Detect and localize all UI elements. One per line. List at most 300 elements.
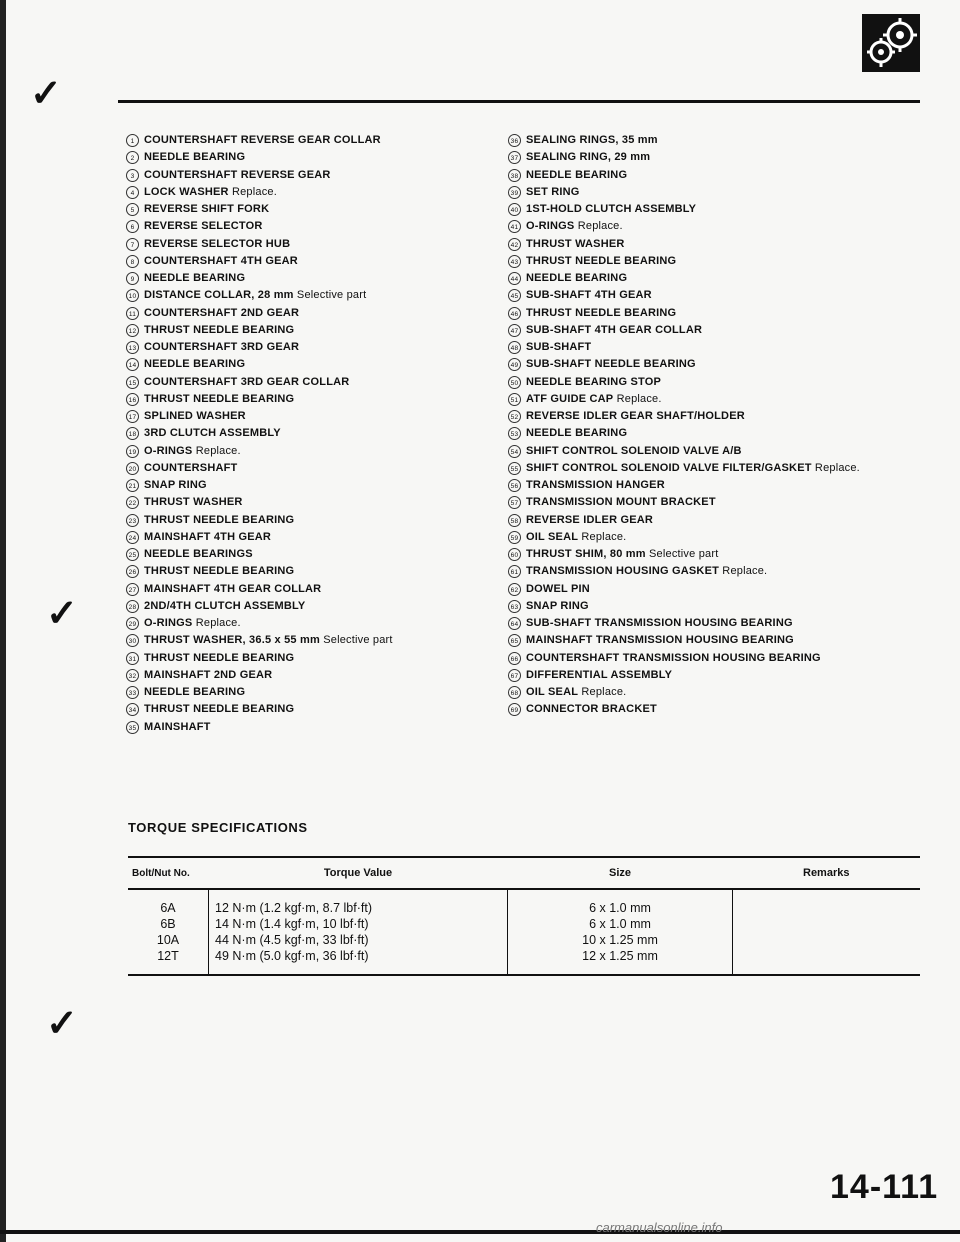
list-item xyxy=(126,186,526,199)
callout-number-icon: 45 xyxy=(508,289,521,302)
callout-number-icon: 42 xyxy=(508,238,521,251)
margin-tick-bottom: ✓ xyxy=(46,1000,78,1045)
callout-number-icon: 49 xyxy=(508,358,521,371)
callout-number-icon: 61 xyxy=(508,565,521,578)
part-label: THRUST WASHER, 36.5 x 55 mm xyxy=(144,634,320,647)
list-item xyxy=(126,427,526,440)
part-label: SET RING xyxy=(526,185,580,198)
list-item xyxy=(508,186,928,199)
part-label: REVERSE SHIFT FORK xyxy=(144,203,270,215)
callout-number-icon: 4 xyxy=(126,186,139,199)
part-name xyxy=(144,686,245,699)
list-item xyxy=(508,652,928,665)
torque-value: 14 N·m (1.4 kgf·m, 10 lbf·ft) xyxy=(215,917,369,931)
specs-title: TORQUE SPECIFICATIONS xyxy=(128,820,308,835)
list-item xyxy=(508,289,928,302)
callout-number-icon: 37 xyxy=(508,151,521,164)
part-label: NEEDLE BEARING xyxy=(526,168,628,181)
part-label: THRUST NEEDLE BEARING xyxy=(144,565,295,578)
callout-number-icon: 54 xyxy=(508,445,521,458)
part-label: COUNTERSHAFT REVERSE GEAR xyxy=(144,168,331,181)
list-item xyxy=(126,634,526,647)
list-item xyxy=(126,393,526,406)
list-item xyxy=(508,134,928,147)
part-name xyxy=(526,514,653,527)
list-item xyxy=(126,445,526,458)
part-label: SEALING RING, 29 mm xyxy=(526,151,651,164)
part-label: NEEDLE BEARING xyxy=(144,358,246,371)
part-name xyxy=(144,410,246,423)
list-item xyxy=(508,427,928,440)
part-note: Selective part xyxy=(323,634,393,647)
list-item xyxy=(508,376,928,389)
part-name xyxy=(526,686,626,699)
part-label: NEEDLE BEARING xyxy=(144,151,246,164)
part-name xyxy=(526,272,627,285)
part-label: LOCK WASHER xyxy=(144,185,229,198)
part-label: O-RINGS xyxy=(526,220,575,233)
part-label: NEEDLE BEARING xyxy=(526,272,628,284)
callout-number-icon: 9 xyxy=(126,272,139,285)
table-row xyxy=(128,889,920,975)
part-name xyxy=(526,634,794,647)
part-label: MAINSHAFT TRANSMISSION HOUSING BEARING xyxy=(526,634,794,647)
torque-value: 12 N·m (1.2 kgf·m, 8.7 lbf·ft) xyxy=(215,901,372,915)
list-item xyxy=(508,703,928,716)
part-name xyxy=(526,341,591,354)
part-name xyxy=(144,531,271,544)
callout-number-icon: 55 xyxy=(508,462,521,475)
part-label: SUB-SHAFT TRANSMISSION HOUSING BEARING xyxy=(526,617,793,629)
part-name xyxy=(144,289,366,302)
part-name xyxy=(144,565,294,578)
part-label: 2ND/4TH CLUTCH ASSEMBLY xyxy=(144,599,306,612)
part-note: Replace. xyxy=(722,565,768,578)
callout-number-icon: 68 xyxy=(508,686,521,699)
part-name xyxy=(144,669,272,682)
callout-number-icon: 32 xyxy=(126,669,139,682)
list-item xyxy=(508,617,928,630)
part-name xyxy=(144,703,294,716)
part-name xyxy=(144,548,253,561)
callout-number-icon: 16 xyxy=(126,393,139,406)
list-item xyxy=(508,272,928,285)
callout-number-icon: 64 xyxy=(508,617,521,630)
header-rule xyxy=(118,100,920,103)
part-label: THRUST NEEDLE BEARING xyxy=(144,513,295,526)
callout-number-icon: 8 xyxy=(126,255,139,268)
list-item xyxy=(126,203,526,216)
list-item xyxy=(126,703,526,716)
part-label: TRANSMISSION HANGER xyxy=(526,479,665,491)
margin-tick-top: ✓ xyxy=(30,70,62,115)
part-note: Replace. xyxy=(581,530,627,543)
part-name xyxy=(144,479,207,492)
bolt-no: 10A xyxy=(156,933,180,947)
part-label: MAINSHAFT 4TH GEAR xyxy=(144,530,272,543)
list-item xyxy=(126,376,526,389)
part-name xyxy=(144,427,281,440)
list-item xyxy=(508,669,928,682)
callout-number-icon: 30 xyxy=(126,634,139,647)
part-name xyxy=(526,134,658,147)
part-label: NEEDLE BEARING xyxy=(144,272,246,284)
callout-number-icon: 44 xyxy=(508,272,521,285)
callout-number-icon: 67 xyxy=(508,669,521,682)
callout-number-icon: 34 xyxy=(126,703,139,716)
list-item xyxy=(508,203,928,216)
callout-number-icon: 25 xyxy=(126,548,139,561)
part-name xyxy=(526,703,657,716)
list-item xyxy=(126,669,526,682)
callout-number-icon: 51 xyxy=(508,393,521,406)
callout-number-icon: 3 xyxy=(126,169,139,182)
parts-list-right xyxy=(508,134,928,721)
list-item xyxy=(126,721,526,734)
callout-number-icon: 29 xyxy=(126,617,139,630)
list-item xyxy=(126,514,526,527)
part-label: DOWEL PIN xyxy=(526,582,590,595)
list-item xyxy=(508,634,928,647)
list-item xyxy=(126,238,526,251)
part-name xyxy=(526,548,718,561)
list-item xyxy=(126,289,526,302)
list-item xyxy=(508,583,928,596)
callout-number-icon: 15 xyxy=(126,376,139,389)
callout-number-icon: 41 xyxy=(508,220,521,233)
list-item xyxy=(126,307,526,320)
list-item xyxy=(508,393,928,406)
page-edge-bar xyxy=(0,0,6,1242)
part-label: OIL SEAL xyxy=(526,530,579,543)
list-item xyxy=(508,565,928,578)
callout-number-icon: 40 xyxy=(508,203,521,216)
part-name xyxy=(526,445,742,458)
part-name xyxy=(144,203,269,216)
list-item xyxy=(508,410,928,423)
part-note: Replace. xyxy=(195,617,241,629)
callout-number-icon: 53 xyxy=(508,427,521,440)
callout-number-icon: 28 xyxy=(126,600,139,613)
callout-number-icon: 35 xyxy=(126,721,139,734)
part-note: Replace. xyxy=(231,185,277,198)
part-name xyxy=(144,583,321,596)
part-name xyxy=(526,462,860,475)
part-label: NEEDLE BEARING xyxy=(144,686,246,698)
callout-number-icon: 27 xyxy=(126,583,139,596)
part-name xyxy=(144,600,305,613)
list-item xyxy=(126,617,526,630)
list-item xyxy=(126,496,526,509)
callout-number-icon: 39 xyxy=(508,186,521,199)
part-name xyxy=(144,151,245,164)
part-label: SEALING RINGS, 35 mm xyxy=(526,134,658,146)
part-note: Replace. xyxy=(581,686,627,698)
part-label: SNAP RING xyxy=(144,479,207,491)
callout-number-icon: 66 xyxy=(508,652,521,665)
part-label: SUB-SHAFT 4TH GEAR COLLAR xyxy=(526,323,703,336)
list-item xyxy=(508,479,928,492)
list-item xyxy=(126,358,526,371)
list-item xyxy=(508,496,928,509)
part-name xyxy=(526,496,716,509)
part-label: SPLINED WASHER xyxy=(144,410,246,422)
part-label: SHIFT CONTROL SOLENOID VALVE A/B xyxy=(526,444,742,457)
part-name xyxy=(526,186,580,199)
part-label: THRUST NEEDLE BEARING xyxy=(526,254,677,267)
list-item xyxy=(508,220,928,233)
col-header-size: Size xyxy=(508,857,733,889)
part-name xyxy=(144,134,381,147)
callout-number-icon: 46 xyxy=(508,307,521,320)
list-item xyxy=(508,358,928,371)
part-label: COUNTERSHAFT REVERSE GEAR COLLAR xyxy=(144,134,381,146)
part-label: REVERSE SELECTOR HUB xyxy=(144,237,291,250)
list-item xyxy=(126,324,526,337)
part-name xyxy=(144,496,243,509)
torque-table xyxy=(128,856,920,976)
part-name xyxy=(144,186,277,199)
part-label: REVERSE SELECTOR xyxy=(144,220,263,233)
part-note: Replace. xyxy=(577,220,623,233)
part-name xyxy=(144,652,294,665)
callout-number-icon: 36 xyxy=(508,134,521,147)
part-label: COUNTERSHAFT 3RD GEAR COLLAR xyxy=(144,375,350,388)
part-label: COUNTERSHAFT 3RD GEAR xyxy=(144,341,300,353)
part-label: DISTANCE COLLAR, 28 mm xyxy=(144,289,294,302)
callout-number-icon: 17 xyxy=(126,410,139,423)
part-name xyxy=(526,151,650,164)
list-item xyxy=(126,169,526,182)
callout-number-icon: 12 xyxy=(126,324,139,337)
callout-number-icon: 19 xyxy=(126,445,139,458)
callout-number-icon: 50 xyxy=(508,376,521,389)
size-value: 12 x 1.25 mm xyxy=(582,949,658,963)
callout-number-icon: 18 xyxy=(126,427,139,440)
part-label: REVERSE IDLER GEAR SHAFT/HOLDER xyxy=(526,410,745,422)
col-header-bolt: Bolt/Nut No. xyxy=(128,857,209,889)
gear-section-icon xyxy=(862,14,920,72)
part-label: O-RINGS xyxy=(144,444,193,457)
part-label: NEEDLE BEARING xyxy=(526,427,628,440)
part-name xyxy=(526,238,625,251)
part-name xyxy=(144,721,211,734)
part-name xyxy=(526,600,589,613)
list-item xyxy=(126,531,526,544)
part-name xyxy=(526,652,821,665)
part-name xyxy=(526,289,652,302)
list-item xyxy=(126,600,526,613)
part-note: Selective part xyxy=(296,289,367,302)
table-header-row xyxy=(128,857,920,889)
part-note: Replace. xyxy=(814,461,860,474)
list-item xyxy=(508,531,928,544)
part-name xyxy=(526,220,623,233)
torque-value: 44 N·m (4.5 kgf·m, 33 lbf·ft) xyxy=(215,933,369,947)
part-name xyxy=(526,617,793,630)
list-item xyxy=(508,600,928,613)
part-label: SUB-SHAFT 4TH GEAR xyxy=(526,289,652,302)
part-label: THRUST NEEDLE BEARING xyxy=(144,703,295,716)
part-name xyxy=(144,238,290,251)
part-name xyxy=(144,617,241,630)
callout-number-icon: 6 xyxy=(126,220,139,233)
part-label: THRUST NEEDLE BEARING xyxy=(526,306,677,319)
part-name xyxy=(526,565,767,578)
list-item xyxy=(508,341,928,354)
torque-value: 49 N·m (5.0 kgf·m, 36 lbf·ft) xyxy=(215,949,369,963)
callout-number-icon: 31 xyxy=(126,652,139,665)
part-name xyxy=(526,376,661,389)
list-item xyxy=(126,548,526,561)
callout-number-icon: 60 xyxy=(508,548,521,561)
list-item xyxy=(126,462,526,475)
callout-number-icon: 2 xyxy=(126,151,139,164)
list-item xyxy=(126,272,526,285)
margin-tick-middle: ✓ xyxy=(46,590,78,635)
callout-number-icon: 23 xyxy=(126,514,139,527)
callout-number-icon: 1 xyxy=(126,134,139,147)
list-item xyxy=(126,341,526,354)
part-name xyxy=(144,255,298,268)
list-item xyxy=(508,307,928,320)
part-label: COUNTERSHAFT 4TH GEAR xyxy=(144,254,298,267)
list-item xyxy=(126,479,526,492)
footer-rule xyxy=(0,1230,960,1234)
callout-number-icon: 43 xyxy=(508,255,521,268)
part-label: SNAP RING xyxy=(526,599,589,612)
list-item xyxy=(126,565,526,578)
callout-number-icon: 52 xyxy=(508,410,521,423)
part-name xyxy=(526,531,626,544)
callout-number-icon: 47 xyxy=(508,324,521,337)
list-item xyxy=(126,686,526,699)
part-note: Selective part xyxy=(649,548,719,560)
list-item xyxy=(126,652,526,665)
part-label: O-RINGS xyxy=(144,617,193,629)
part-name xyxy=(526,669,672,682)
part-label: REVERSE IDLER GEAR xyxy=(526,513,654,526)
list-item xyxy=(508,255,928,268)
part-name xyxy=(144,376,349,389)
part-name xyxy=(526,358,696,371)
bolt-no: 12T xyxy=(157,949,179,963)
part-name xyxy=(144,169,331,182)
callout-number-icon: 21 xyxy=(126,479,139,492)
part-name xyxy=(144,272,245,285)
callout-number-icon: 10 xyxy=(126,289,139,302)
part-label: THRUST NEEDLE BEARING xyxy=(144,651,295,664)
list-item xyxy=(508,548,928,561)
part-name xyxy=(144,307,299,320)
part-name xyxy=(144,358,245,371)
part-name xyxy=(526,324,702,337)
callout-number-icon: 59 xyxy=(508,531,521,544)
callout-number-icon: 11 xyxy=(126,307,139,320)
part-name xyxy=(526,255,676,268)
callout-number-icon: 22 xyxy=(126,496,139,509)
torque-cell xyxy=(209,889,508,975)
list-item xyxy=(126,255,526,268)
col-header-torque: Torque Value xyxy=(209,857,508,889)
list-item xyxy=(126,583,526,596)
size-value: 6 x 1.0 mm xyxy=(589,901,651,915)
part-name xyxy=(144,514,294,527)
part-label: OIL SEAL xyxy=(526,686,579,698)
callout-number-icon: 24 xyxy=(126,531,139,544)
part-name xyxy=(144,634,393,647)
callout-number-icon: 58 xyxy=(508,514,521,527)
bolt-no: 6A xyxy=(160,901,176,915)
part-name xyxy=(526,479,665,492)
part-label: THRUST NEEDLE BEARING xyxy=(144,392,295,405)
list-item xyxy=(126,151,526,164)
list-item xyxy=(508,169,928,182)
size-cell xyxy=(508,889,733,975)
list-item xyxy=(508,324,928,337)
size-value: 6 x 1.0 mm xyxy=(589,917,651,931)
part-label: ATF GUIDE CAP xyxy=(526,392,614,405)
callout-number-icon: 65 xyxy=(508,634,521,647)
list-item xyxy=(126,134,526,147)
col-header-remarks: Remarks xyxy=(733,857,921,889)
part-label: 1ST-HOLD CLUTCH ASSEMBLY xyxy=(526,203,697,215)
part-note: Replace. xyxy=(195,444,241,457)
list-item xyxy=(126,410,526,423)
callout-number-icon: 38 xyxy=(508,169,521,182)
part-label: MAINSHAFT 2ND GEAR xyxy=(144,668,273,681)
part-label: COUNTERSHAFT TRANSMISSION HOUSING BEARING xyxy=(526,651,821,664)
part-name xyxy=(526,169,627,182)
callout-number-icon: 14 xyxy=(126,358,139,371)
part-name xyxy=(144,324,294,337)
callout-number-icon: 26 xyxy=(126,565,139,578)
part-label: SHIFT CONTROL SOLENOID VALVE FILTER/GASKET xyxy=(526,461,812,474)
part-label: NEEDLE BEARING STOP xyxy=(526,375,662,388)
part-label: THRUST SHIM, 80 mm xyxy=(526,548,646,560)
list-item xyxy=(508,514,928,527)
part-label: SUB-SHAFT xyxy=(526,341,592,353)
part-label: THRUST WASHER xyxy=(526,237,625,250)
part-note: Replace. xyxy=(616,392,662,405)
part-label: SUB-SHAFT NEEDLE BEARING xyxy=(526,358,696,371)
list-item xyxy=(508,686,928,699)
list-item xyxy=(508,462,928,475)
part-label: MAINSHAFT xyxy=(144,720,211,733)
part-name xyxy=(144,393,294,406)
part-label: TRANSMISSION HOUSING GASKET xyxy=(526,565,720,578)
callout-number-icon: 63 xyxy=(508,600,521,613)
callout-number-icon: 62 xyxy=(508,583,521,596)
part-label: MAINSHAFT 4TH GEAR COLLAR xyxy=(144,582,322,595)
part-label: TRANSMISSION MOUNT BRACKET xyxy=(526,496,716,509)
part-label: CONNECTOR BRACKET xyxy=(526,703,657,716)
list-item xyxy=(508,445,928,458)
part-name xyxy=(144,445,241,458)
part-label: DIFFERENTIAL ASSEMBLY xyxy=(526,668,673,681)
callout-number-icon: 13 xyxy=(126,341,139,354)
size-value: 10 x 1.25 mm xyxy=(582,933,658,947)
bolt-no: 6B xyxy=(160,917,176,931)
part-name xyxy=(526,393,662,406)
callout-number-icon: 56 xyxy=(508,479,521,492)
part-name xyxy=(526,583,590,596)
part-name xyxy=(526,410,745,423)
callout-number-icon: 33 xyxy=(126,686,139,699)
part-name xyxy=(526,203,696,216)
part-name xyxy=(144,220,263,233)
part-label: NEEDLE BEARINGS xyxy=(144,548,253,560)
